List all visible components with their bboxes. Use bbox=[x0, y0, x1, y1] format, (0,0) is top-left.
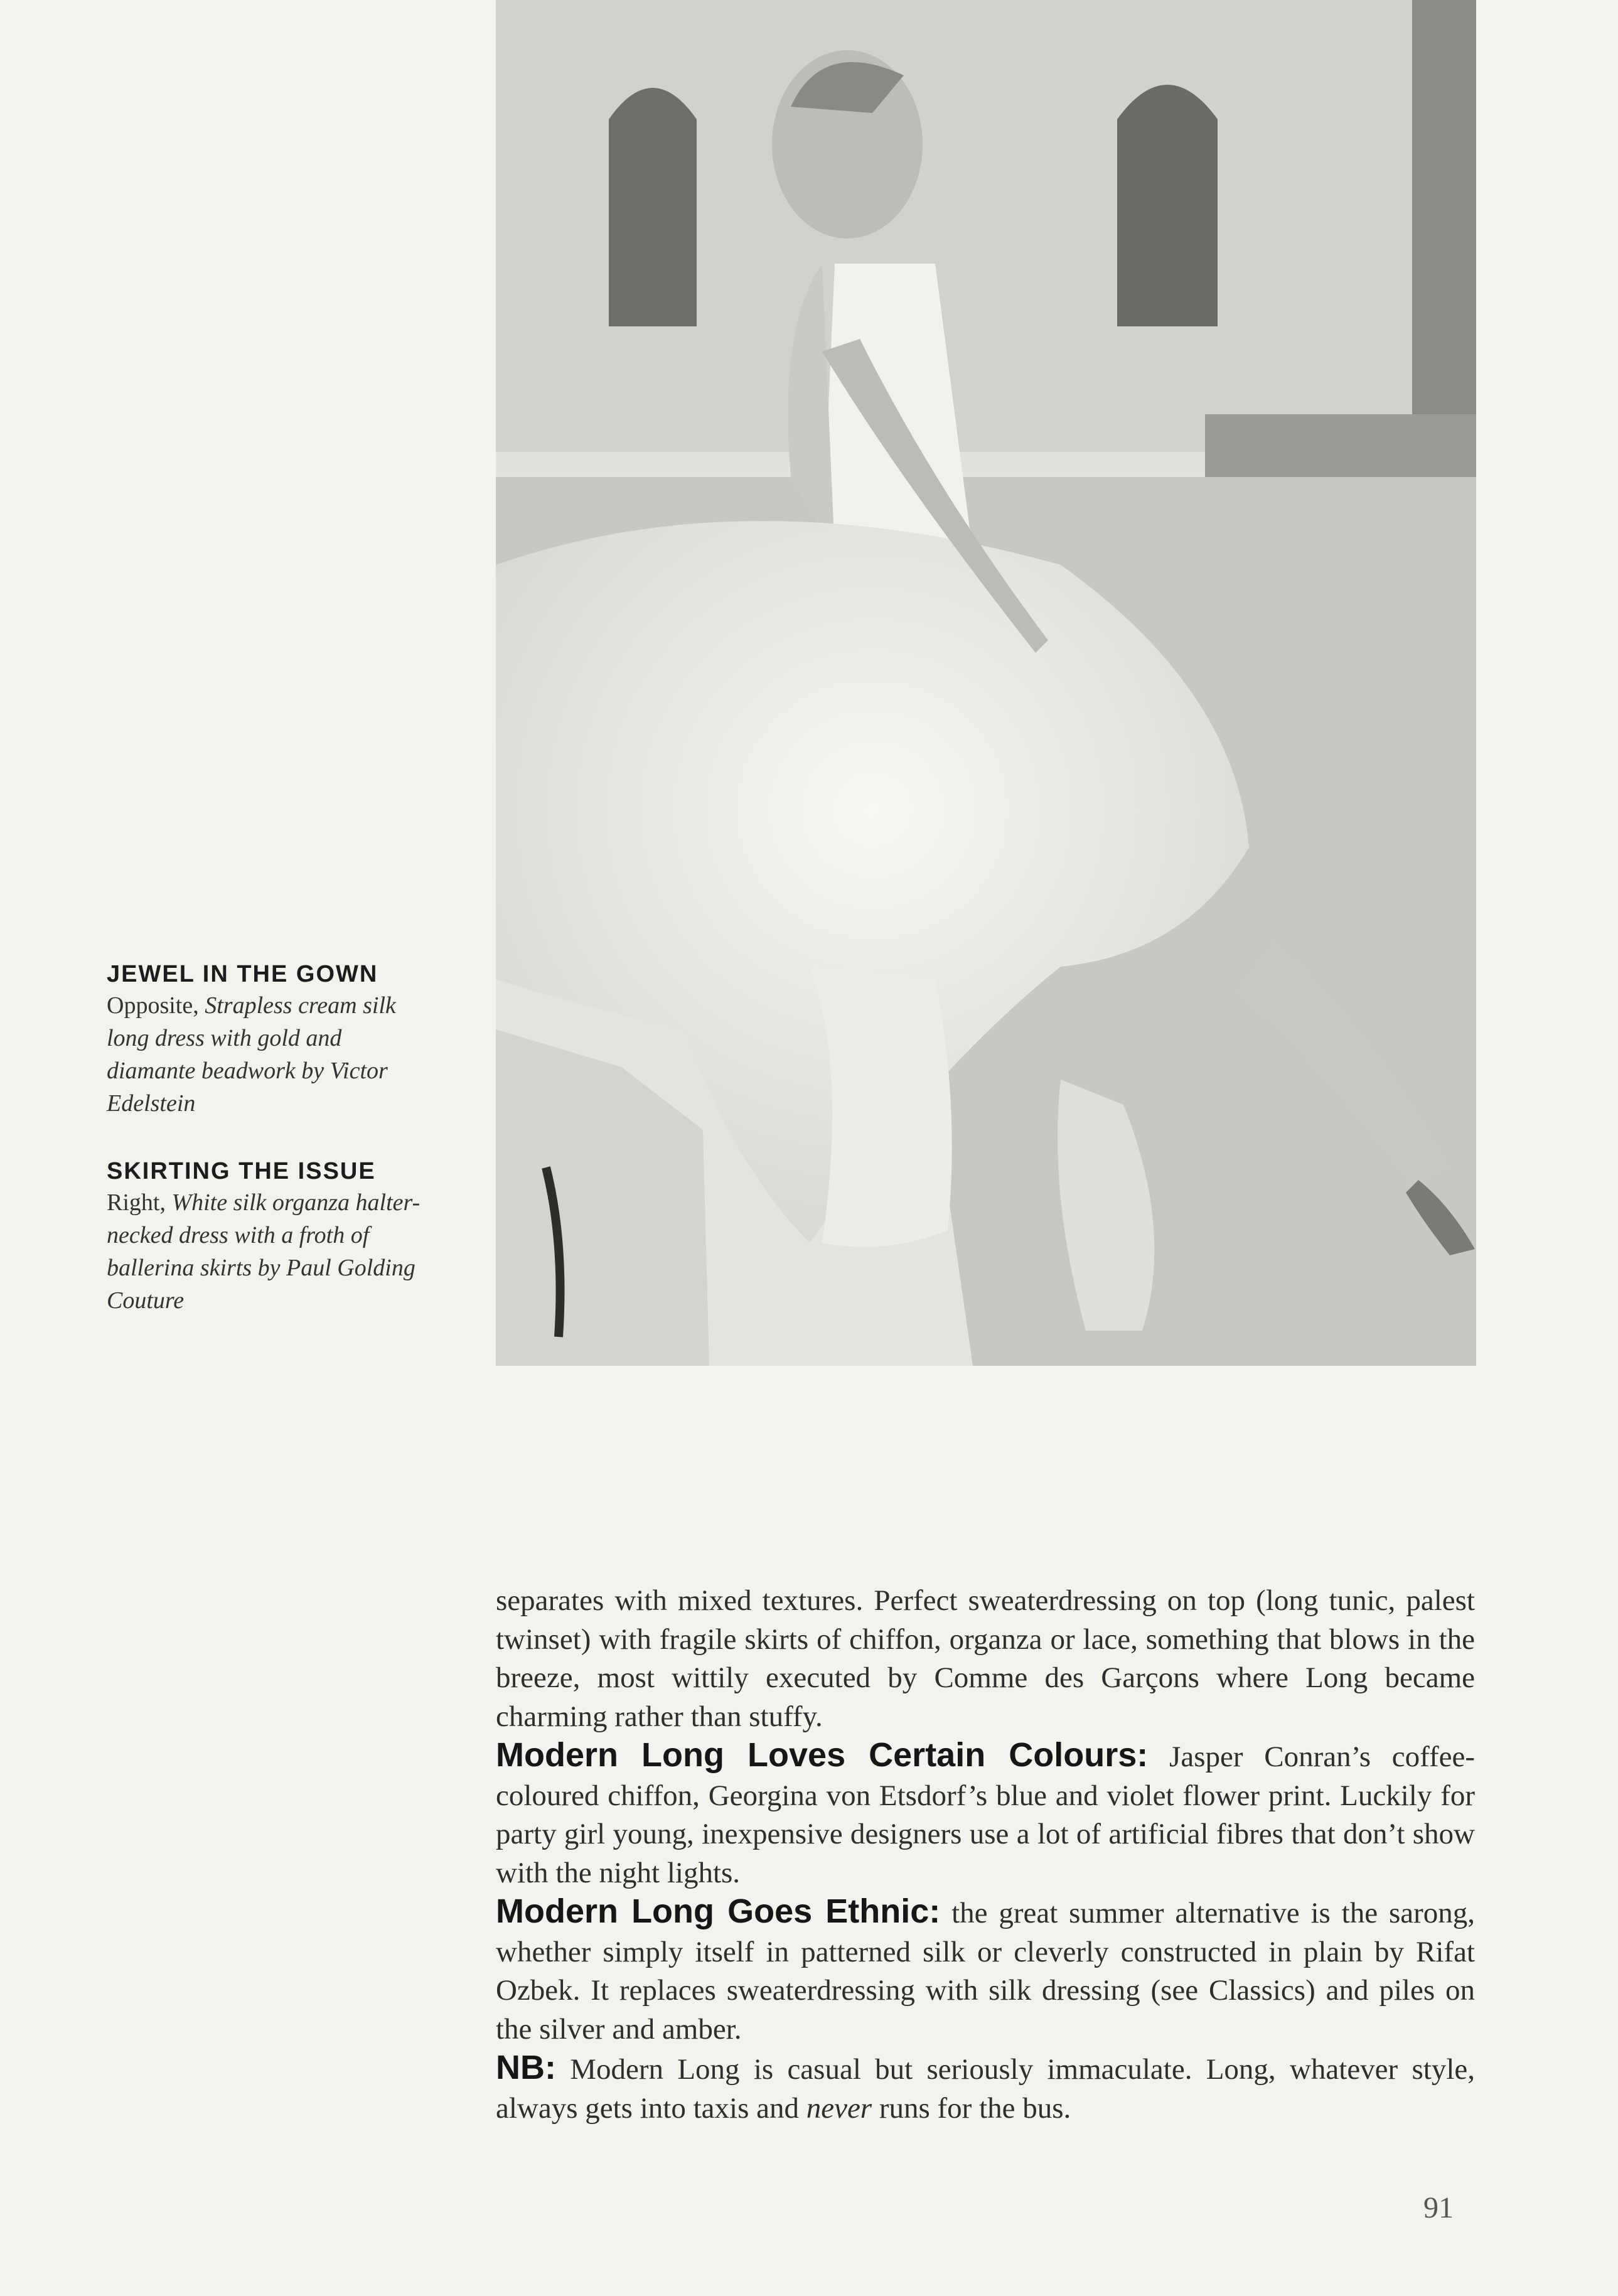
paragraph-text: Modern Long is casual but seriously immaculate. Long, whatever style, always gets into taxis and bbox=[496, 2053, 1475, 2125]
article-paragraph bbox=[496, 1736, 1475, 1892]
caption-body bbox=[107, 989, 433, 1120]
caption-lead: Opposite, bbox=[107, 992, 199, 1019]
paragraph-text: runs for the bus. bbox=[872, 2091, 1071, 2125]
caption-heading: SKIRTING THE ISSUE bbox=[107, 1158, 376, 1184]
paragraph-lead-in: Modern Long Goes Ethnic: bbox=[496, 1892, 941, 1930]
paragraph-lead-in: NB: bbox=[496, 2049, 556, 2086]
caption-credit: White silk organza halter-necked dress with a froth of ballerina skirts by Paul Golding Couture bbox=[107, 1189, 421, 1314]
photo-captions bbox=[107, 959, 433, 1317]
paragraph-text: the great summer alternative is the sarong, whether simply itself in patterned silk or cleverly constructed in plain by Rifat Ozbek. It replaces sweaterdressing with silk dressing (see Classics) and piles on the silver and amber. bbox=[496, 1897, 1475, 2046]
article-paragraph bbox=[496, 1892, 1475, 2049]
caption-heading: JEWEL IN THE GOWN bbox=[107, 961, 378, 987]
caption-credit: Strapless cream silk long dress with gold and diamante beadwork by Victor Edelstein bbox=[107, 992, 396, 1117]
fashion-photo bbox=[496, 0, 1476, 1366]
caption-skirting-the-issue bbox=[107, 1156, 433, 1317]
paragraph-lead-in: Modern Long Loves Certain Colours: bbox=[496, 1736, 1149, 1774]
article-paragraph bbox=[496, 2049, 1475, 2128]
paragraph-emphasis: never bbox=[806, 2091, 872, 2125]
paragraph-text: Jasper Conran’s coffee-coloured chiffon, Georgina von Etsdorf’s blue and violet flower print. Luckily for party girl young, inexpensive designers use a lot of artificial fibres that don’t show with the night lights. bbox=[496, 1741, 1475, 1889]
page-number: 91 bbox=[1423, 2191, 1454, 2224]
caption-lead: Right, bbox=[107, 1189, 166, 1216]
photo-illustration bbox=[496, 0, 1476, 1366]
caption-body bbox=[107, 1186, 433, 1317]
article-body bbox=[496, 1582, 1475, 2128]
caption-jewel-in-the-gown bbox=[107, 959, 433, 1120]
article-paragraph: separates with mixed textures. Perfect sweaterdressing on top (long tunic, palest twinset) with fragile skirts of chiffon, organza or lace, something that blows in the breeze, most wittily executed by Comme des Garçons where Long became charming rather than stuffy. bbox=[496, 1584, 1475, 1733]
